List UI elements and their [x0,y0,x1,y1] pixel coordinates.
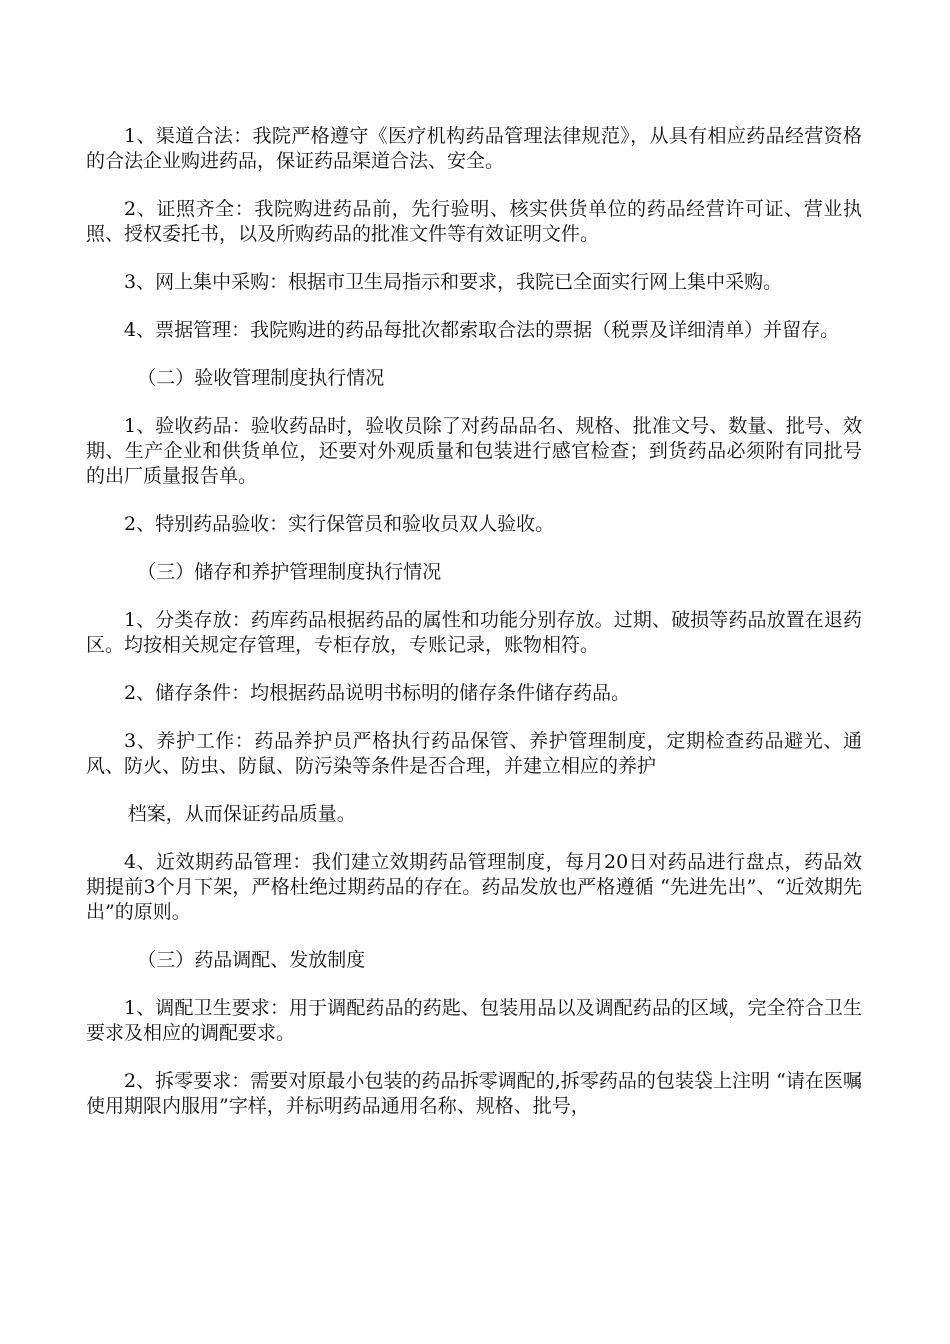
paragraph-classified-storage: 1、分类存放：药库药品根据药品的属性和功能分别存放。过期、破损等药品放置在退药区。均按相关规定存管理，专柜存放，专账记录，账物相符。 [86,609,862,656]
paragraph-certificates: 2、证照齐全：我院购进药品前，先行验明、核实供货单位的药品经营许可证、营业执照、授权委托书，以及所购药品的批准文件等有效证明文件。 [86,198,862,245]
paragraph-special-acceptance: 2、特别药品验收：实行保管员和验收员双人验收。 [124,513,555,535]
paragraph-invoice-management: 4、票据管理：我院购进的药品每批次都索取合法的票据（税票及详细清单）并留存。 [124,319,840,341]
paragraph-expiry-management: 4、近效期药品管理：我们建立效期药品管理制度，每月20日对药品进行盘点，药品效期提前3个月下架，严格杜绝过期药品的存在。药品发放也严格遵循 “先进先出”、“近效期先出”的原则。 [86,851,862,923]
paragraph-maintenance-continued: 档案，从而保证药品质量。 [127,803,356,825]
section-heading-storage: （三）储存和养护管理制度执行情况 [137,561,442,583]
paragraph-maintenance-work: 3、养护工作：药品养护员严格执行药品保管、养护管理制度，定期检查药品避光、通风、防火、防虫、防鼠、防污染等条件是否合理，并建立相应的养护 [86,730,862,777]
paragraph-channel-legality: 1、渠道合法：我院严格遵守《医疗机构药品管理法律规范》，从具有相应药品经营资格的合法企业购进药品，保证药品渠道合法、安全。 [86,125,862,172]
paragraph-dispensing-hygiene: 1、调配卫生要求：用于调配药品的药匙、包装用品以及调配药品的区域，完全符合卫生要求及相应的调配要求。 [86,997,862,1044]
document-page [86,124,862,1142]
paragraph-drug-acceptance: 1、验收药品：验收药品时，验收员除了对药品品名、规格、批准文号、数量、批号、效期、生产企业和供货单位，还要对外观质量和包装进行感官检查；到货药品必须附有同批号的出厂质量报告单。 [86,415,862,487]
paragraph-unpacking-requirements: 2、拆零要求：需要对原最小包装的药品拆零调配的,拆零药品的包装袋上注明 “请在医嘱使用期限内服用”字样，并标明药品通用名称、规格、批号， [86,1070,862,1117]
section-heading-acceptance: （二）验收管理制度执行情况 [137,367,385,389]
section-heading-dispensing: （三）药品调配、发放制度 [137,949,366,971]
paragraph-storage-conditions: 2、储存条件：均根据药品说明书标明的储存条件储存药品。 [124,682,631,704]
paragraph-online-procurement: 3、网上集中采购：根据市卫生局指示和要求，我院已全面实行网上集中采购。 [124,271,783,293]
